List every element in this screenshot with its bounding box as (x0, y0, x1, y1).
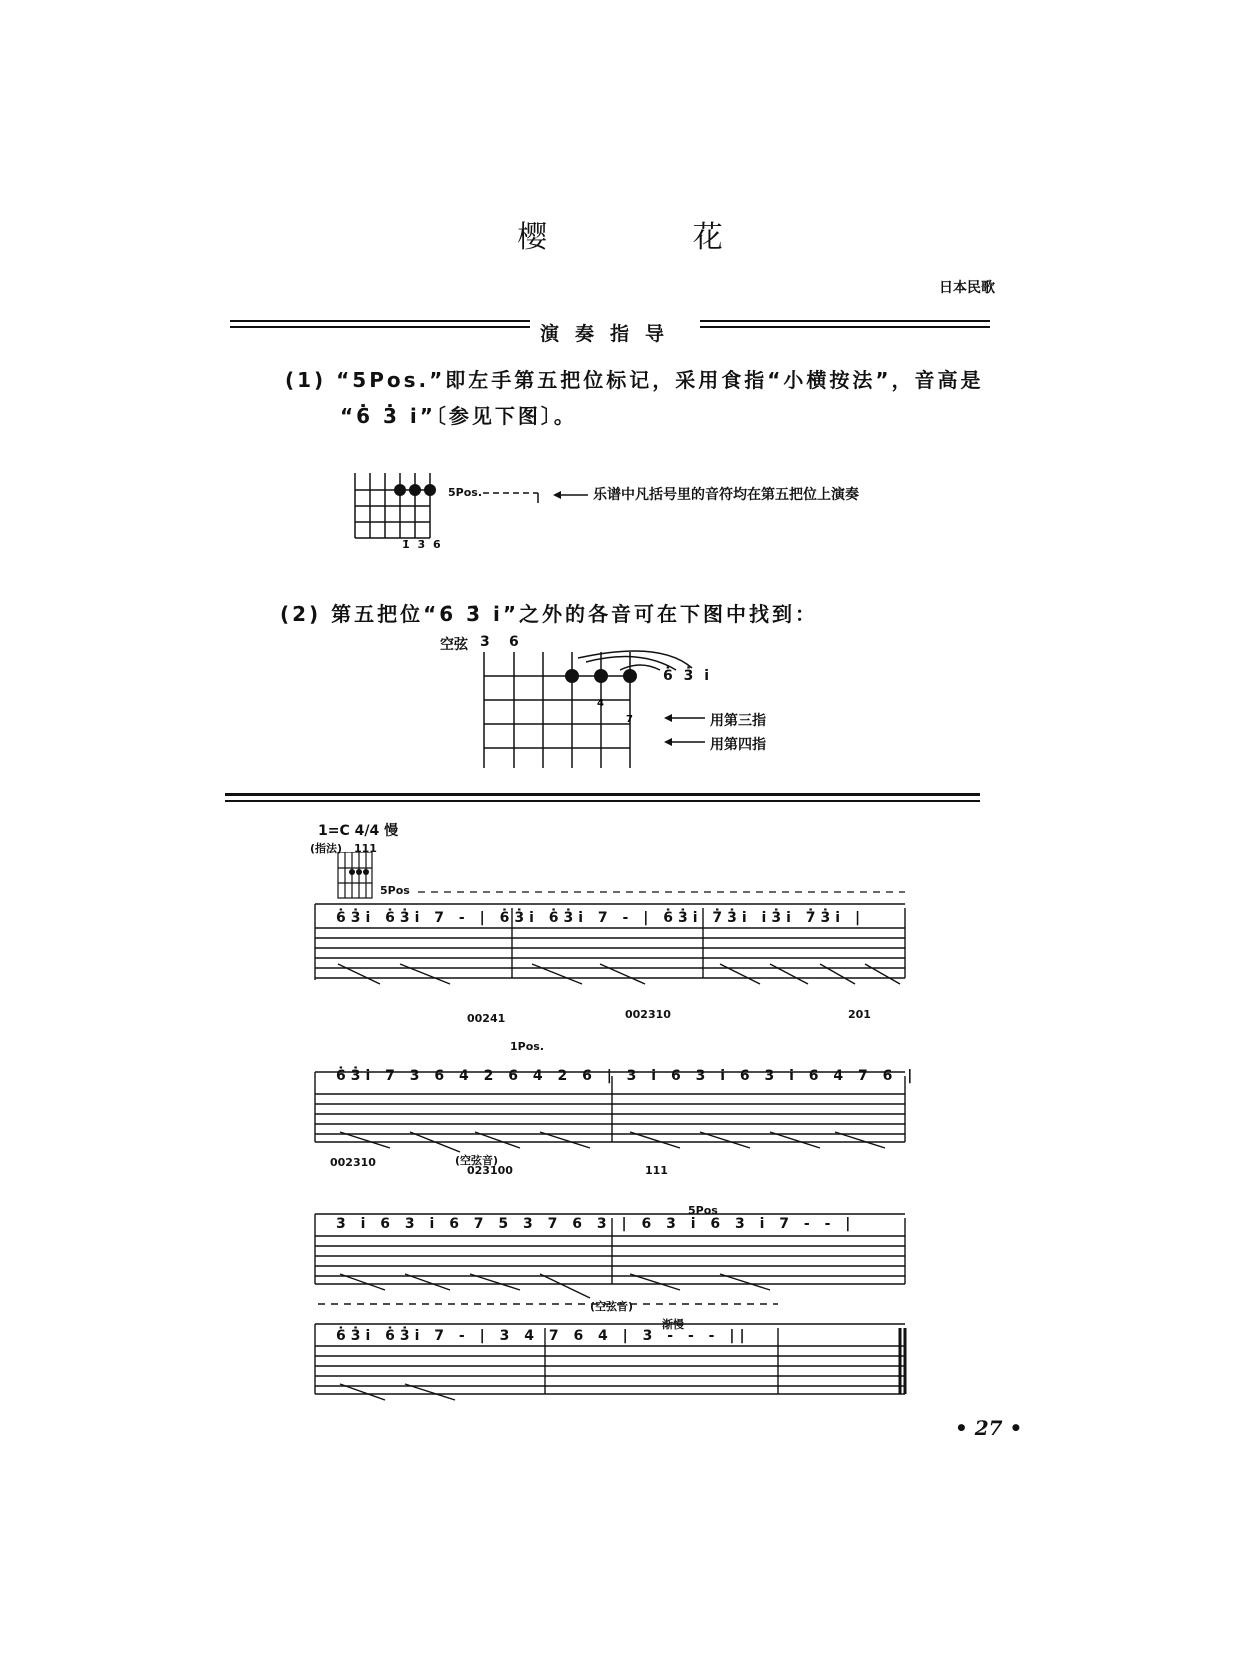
score-line-1: 6̇3̇i̇ 6̇3̇i̇ 7 - | 6̇3̇i̇ 6̇3̇i̇ 7 - | 6̇3̇i̇ 7̇3̇i̇ i̇3̇i̇ 7̇3̇i̇ | (336, 910, 866, 926)
open-note-3: 3 (480, 634, 490, 650)
page-number: • 27 • (955, 1416, 1023, 1440)
chord-fingering-3: 002310 (625, 1008, 671, 1021)
guide-item-1-cont: “6̇ 3̇ i̇”〔参见下图〕。 (340, 404, 577, 428)
chord-fingering-1: 111 (354, 842, 377, 855)
finger-3-label: 用第三指 (710, 713, 766, 729)
ritardando: 渐慢 (662, 1318, 684, 1331)
key-signature: 1=C 4/4 慢 (318, 823, 399, 839)
fret-diagram-1-bottom: 1̇ 3̇ 6̇ (402, 538, 441, 551)
diagram-2-notes: 6̇ 3̇ i̇ (663, 668, 710, 684)
chord-fingering-2: 00241 (467, 1012, 506, 1025)
pos-5-marker-1: 5Pos (380, 884, 410, 897)
open-string-note-2: (空弦音) (590, 1300, 634, 1313)
measure-1: 6̇3̇i̇ 6̇3̇i̇ 7 - (336, 910, 480, 926)
finger-4-label: 用第四指 (710, 737, 766, 753)
chord-fingering-5: 002310 (330, 1156, 376, 1169)
fret-diagram-full (480, 640, 720, 775)
measure-2: 6̇3̇i̇ 6̇3̇i̇ 7 - (499, 910, 644, 926)
guide-item-1: (1) “5Pos.”即左手第五把位标记，采用食指“小横按法”，音高是 (285, 368, 984, 392)
pos-dashed-line (483, 485, 593, 510)
chord-fingering-4: 201 (848, 1008, 871, 1021)
song-source: 日本民歌 (939, 280, 995, 296)
score-line-2: 6̇3̇i̇ 7 3 6 4 2 6 4 2 6 | 3 i 6 3 i 6 3 i 6 4 7 6 | (336, 1068, 918, 1084)
svg-text:7: 7 (626, 714, 633, 725)
diagram-1-note: 乐谱中凡括号里的音符均在第五把位上演奏 (593, 487, 859, 503)
chord-fingering-6: 023100 (467, 1164, 513, 1177)
open-string-label: 空弦 (440, 637, 468, 653)
pos-1-marker: 1Pos. (510, 1040, 544, 1053)
svg-text:4: 4 (597, 698, 604, 709)
guide-item-2: (2) 第五把位“6̇ 3̇ i̇”之外的各音可在下图中找到： (280, 602, 819, 626)
technique-label: (指法) (310, 842, 343, 855)
open-note-6: 6 (509, 634, 519, 650)
finger-arrows (660, 710, 710, 750)
score-line-3: 3 i 6 3 i 6 7 5 3 7 6 3 | 6 3 i 6 3 i 7 - - | (336, 1216, 856, 1232)
score-line-4: 6̇3̇i̇ 6̇3̇i̇ 7 - | 3 4 7 6 4 | 3 - - - || (336, 1328, 750, 1344)
page-title: 樱 花 (517, 220, 791, 255)
measure-3: 6̇3̇i̇ 7̇3̇i̇ i̇3̇i̇ 7̇3̇i̇ (663, 910, 855, 926)
section-banner: 演奏指导 (540, 323, 681, 345)
pos-5-marker-2: 5Pos (688, 1204, 718, 1217)
chord-fingering-7: 111 (645, 1164, 668, 1177)
open-string-note-1: (空弦音) (455, 1154, 499, 1167)
pos-marker: 5Pos. (448, 486, 482, 499)
